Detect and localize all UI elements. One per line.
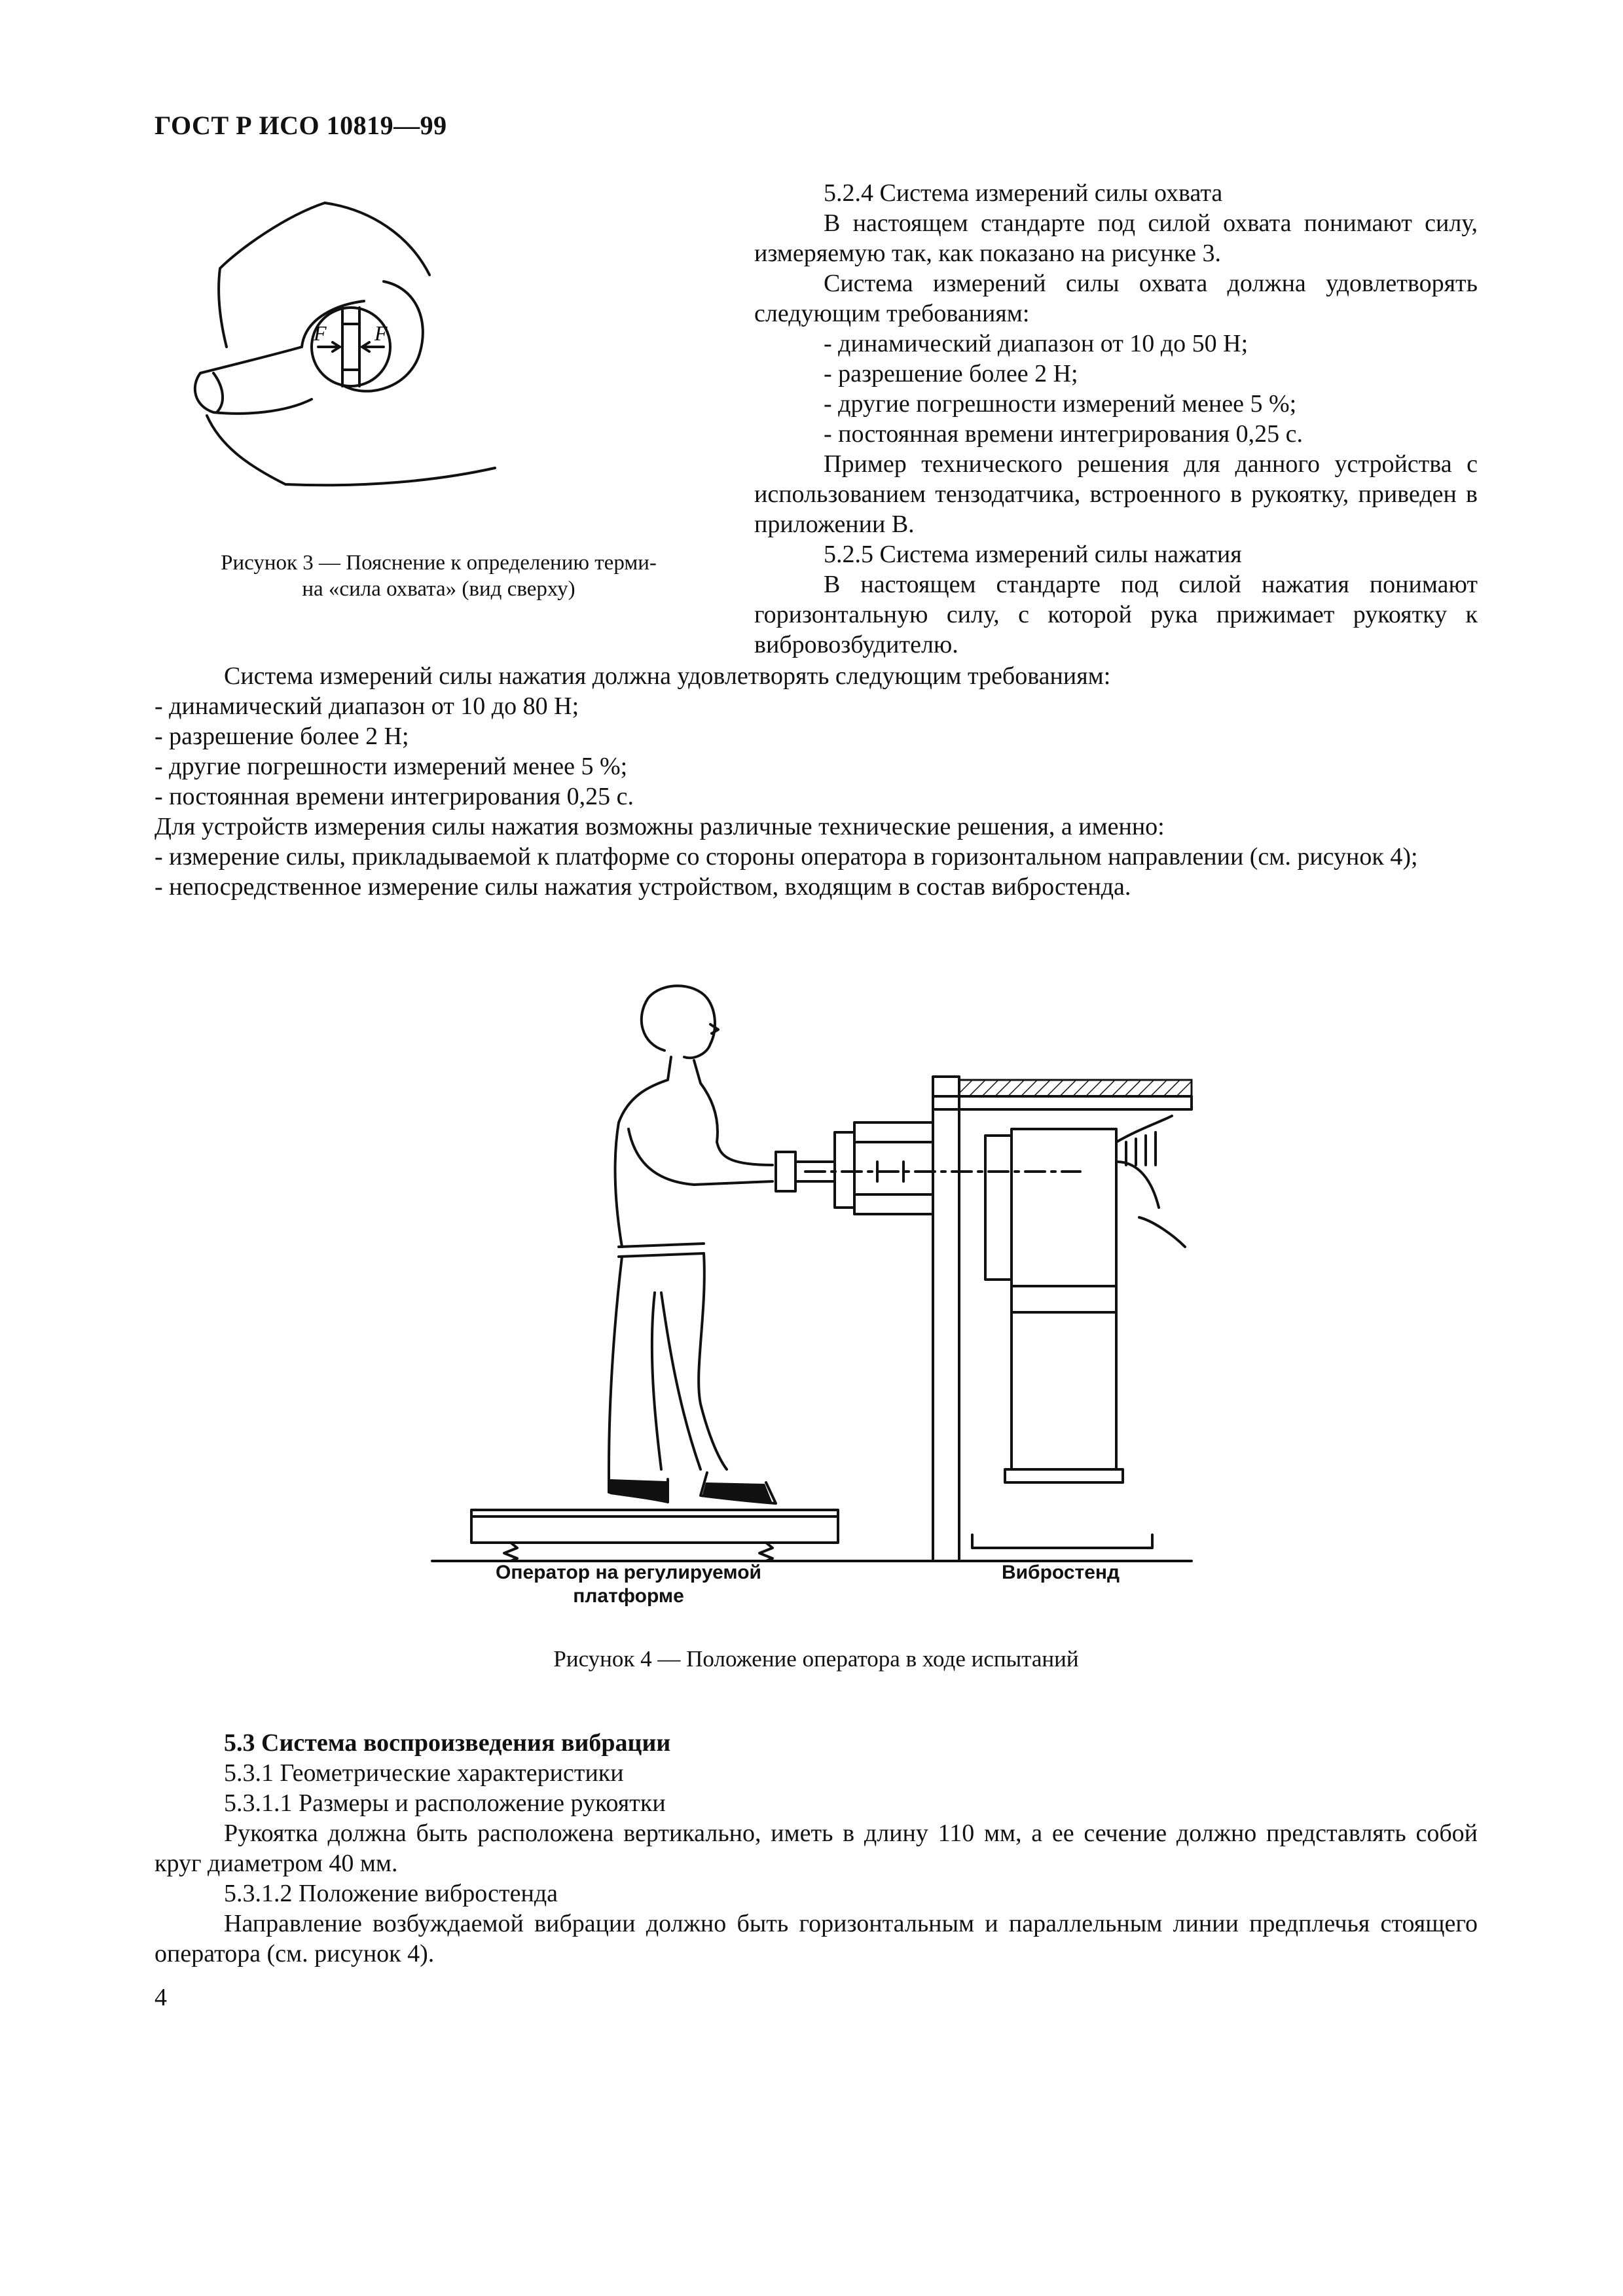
section-5-2-4 <box>754 178 1478 660</box>
section-heading-5-3: 5.3 Система воспроизведения вибрации <box>224 1729 671 1757</box>
paragraph: В настоящем стандарте под силой охвата понимают силу, измеряемую так, как показано на рисунке 3. <box>754 209 1478 267</box>
list-item: - непосредственное измерение силы нажатия устройством, входящим в состав вибростенда. <box>155 873 1131 901</box>
list-item: - измерение силы, прикладываемой к платформе со стороны оператора в горизонтальном направлении (см. рисунок 4); <box>155 843 1418 870</box>
figure-4-operator-drawing <box>419 946 1231 1626</box>
list-item: - постоянная времени интегрирования 0,25 с. <box>155 783 634 810</box>
section-5-3 <box>155 1728 1478 1969</box>
force-label-left: F <box>314 321 327 345</box>
figure-4-caption: Рисунок 4 — Положение оператора в ходе испытаний <box>553 1646 1079 1672</box>
paragraph: Для устройств измерения силы нажатия возможны различные технические решения, а именно: <box>155 813 1165 840</box>
figure-3-caption: Рисунок 3 — Пояснение к определению терми- на «сила охвата» (вид сверху) <box>221 551 657 601</box>
list-item: - разрешение более 2 Н; <box>155 723 409 750</box>
list-item: - динамический диапазон от 10 до 50 Н; <box>824 330 1249 357</box>
paragraph: В настоящем стандарте под силой нажатия понимают горизонтальную силу, с которой рука прижимает рукоятку к вибровозбудителю. <box>754 571 1478 658</box>
vibration-stand-label: Вибростенд <box>1001 1562 1120 1583</box>
paragraph: Система измерений силы охвата должна удовлетворять следующим требованиям: <box>754 270 1478 327</box>
section-heading-5-3-1-1: 5.3.1.1 Размеры и расположение рукоятки <box>224 1789 666 1817</box>
paragraph: Рукоятка должна быть расположена вертикально, иметь в длину 110 мм, а ее сечение должно представлять собой круг диаметром 40 мм. <box>155 1820 1478 1877</box>
section-5-2-5-body <box>155 661 1478 902</box>
section-heading-5-2-5: 5.2.5 Система измерений силы нажатия <box>824 541 1242 568</box>
paragraph: Направление возбуждаемой вибрации должно быть горизонтальным и параллельным линии предплечья стоящего оператора (см. рисунок 4). <box>155 1910 1478 1967</box>
force-label-right: F <box>374 321 388 345</box>
paragraph: Пример технического решения для данного устройства с использованием тензодатчика, встроенного в рукоятку, приведен в приложении В. <box>754 450 1478 538</box>
list-item: - динамический диапазон от 10 до 80 Н; <box>155 692 579 720</box>
section-heading-5-2-4: 5.2.4 Система измерений силы охвата <box>824 179 1223 207</box>
figure-3-hand-grip-drawing <box>155 190 718 556</box>
list-item: - постоянная времени интегрирования 0,25 с. <box>824 420 1303 448</box>
list-item: - другие погрешности измерений менее 5 %; <box>824 390 1297 418</box>
document-header: ГОСТ Р ИСО 10819—99 <box>155 111 447 140</box>
list-item: - другие погрешности измерений менее 5 %; <box>155 753 628 780</box>
operator-platform-label: Оператор на регулируемой платформе <box>496 1562 761 1607</box>
section-heading-5-3-1-2: 5.3.1.2 Положение вибростенда <box>224 1880 558 1907</box>
list-item: - разрешение более 2 Н; <box>824 360 1078 387</box>
section-heading-5-3-1: 5.3.1 Геометрические характеристики <box>224 1759 624 1787</box>
paragraph: Система измерений силы нажатия должна удовлетворять следующим требованиям: <box>224 662 1111 690</box>
page-number: 4 <box>155 1984 167 2011</box>
